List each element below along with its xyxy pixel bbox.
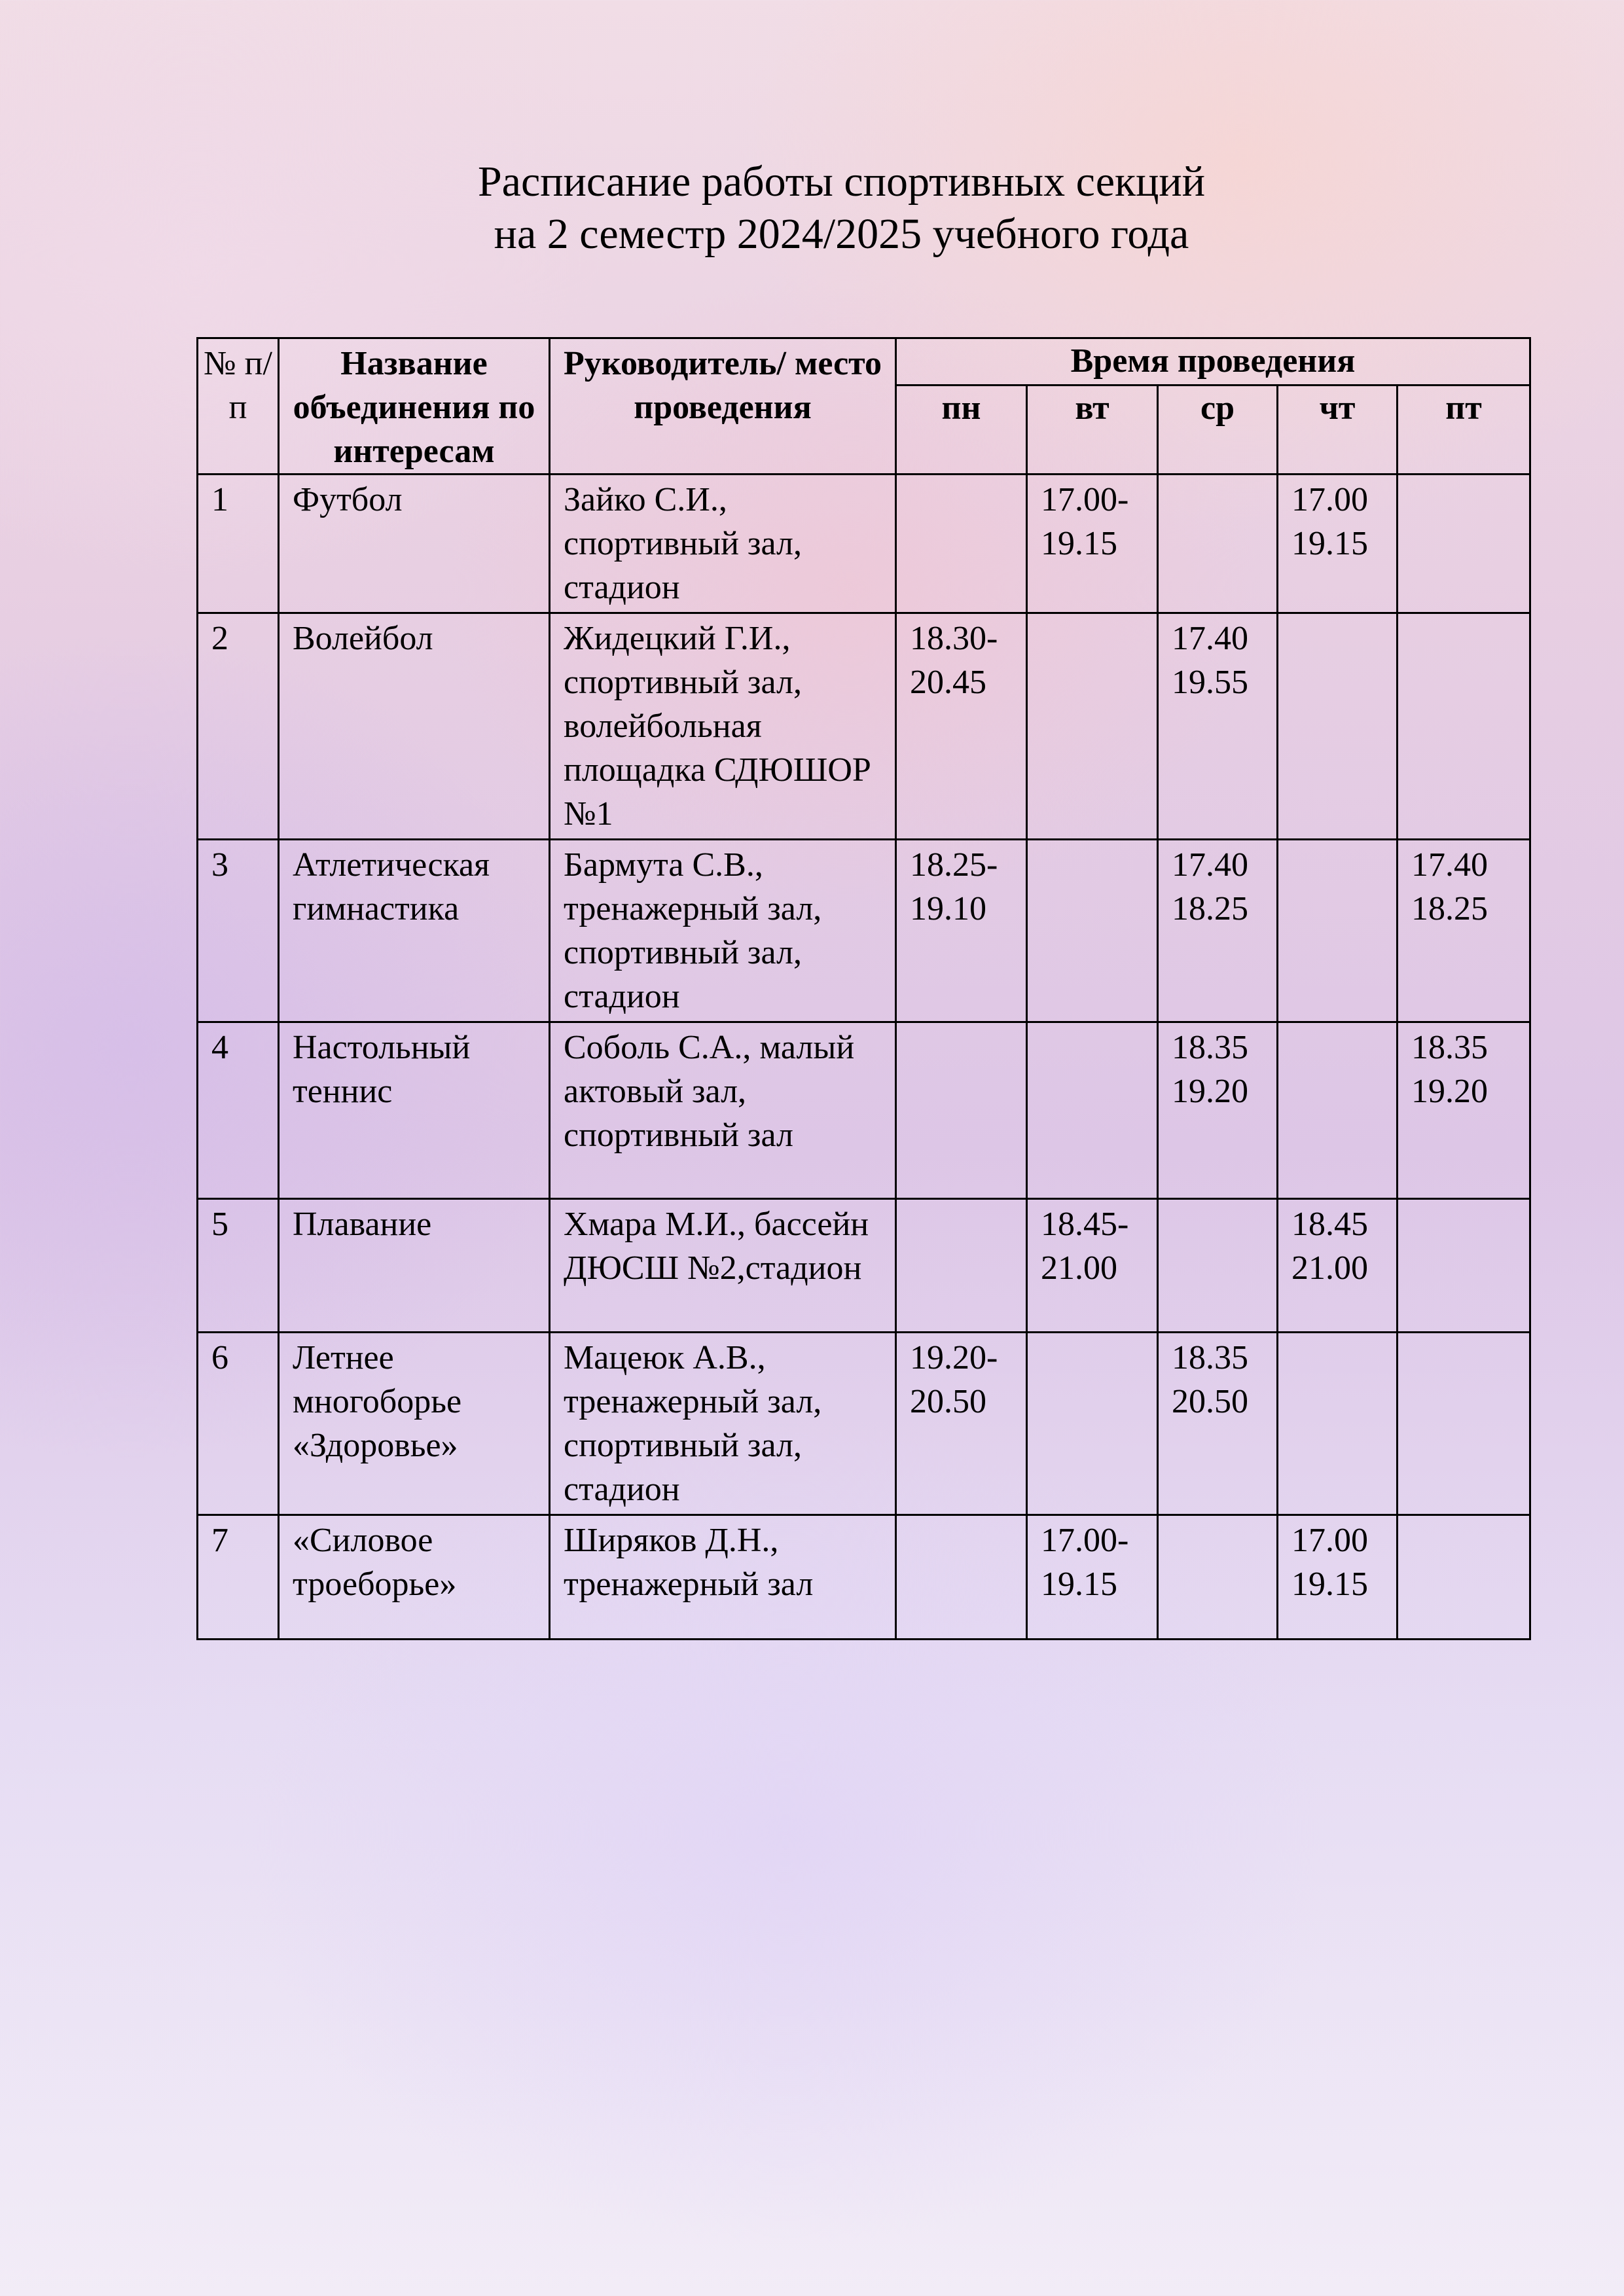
header-num: № п/п <box>198 338 279 475</box>
row-leader: Зайко С.И., спортивный зал, стадион <box>550 475 896 613</box>
row-name: Волейбол <box>279 613 550 840</box>
header-leader: Руководитель/ место проведения <box>550 338 896 475</box>
row-day-thu <box>1278 840 1398 1022</box>
row-day-wed: 17.40 18.25 <box>1158 840 1278 1022</box>
table-row <box>198 613 1530 840</box>
schedule-table <box>196 337 1531 1640</box>
row-name: Настольный теннис <box>279 1022 550 1199</box>
row-leader: Мацеюк А.В., тренажерный зал, спортивный зал, стадион <box>550 1333 896 1515</box>
row-leader: Бармута С.В., тренажерный зал, спортивный зал, стадион <box>550 840 896 1022</box>
title-line-2: на 2 семестр 2024/2025 учебного года <box>494 210 1189 258</box>
table-row <box>198 1333 1530 1515</box>
row-name: Атлетическая гимнастика <box>279 840 550 1022</box>
header-time: Время проведения <box>896 338 1530 386</box>
row-leader: Ширяков Д.Н., тренажерный зал <box>550 1515 896 1640</box>
header-day-mon: пн <box>896 386 1027 475</box>
header-day-wed: ср <box>1158 386 1278 475</box>
row-day-thu <box>1278 613 1398 840</box>
row-name: Плавание <box>279 1199 550 1333</box>
row-day-fri <box>1398 1199 1530 1333</box>
row-day-tue: 17.00-19.15 <box>1027 1515 1158 1640</box>
row-day-fri <box>1398 475 1530 613</box>
row-day-thu <box>1278 1022 1398 1199</box>
row-day-fri <box>1398 1515 1530 1640</box>
header-row-top <box>198 338 1530 386</box>
row-day-wed <box>1158 475 1278 613</box>
row-num: 5 <box>198 1199 279 1333</box>
row-day-wed: 18.35 19.20 <box>1158 1022 1278 1199</box>
row-leader: Жидецкий Г.И., спортивный зал, волейбольная площадка СДЮШОР №1 <box>550 613 896 840</box>
row-day-wed <box>1158 1515 1278 1640</box>
row-day-mon <box>896 1022 1027 1199</box>
row-day-tue <box>1027 1022 1158 1199</box>
row-day-thu: 17.00 19.15 <box>1278 1515 1398 1640</box>
row-day-mon: 19.20-20.50 <box>896 1333 1027 1515</box>
table-row <box>198 1199 1530 1333</box>
row-day-thu: 17.00 19.15 <box>1278 475 1398 613</box>
row-name: Летнее многоборье «Здоровье» <box>279 1333 550 1515</box>
row-leader: Хмара М.И., бассейн ДЮСШ №2,стадион <box>550 1199 896 1333</box>
page-title <box>59 156 1624 260</box>
row-leader: Соболь С.А., малый актовый зал, спортивный зал <box>550 1022 896 1199</box>
row-day-mon <box>896 1515 1027 1640</box>
row-day-fri <box>1398 613 1530 840</box>
row-day-tue: 17.00-19.15 <box>1027 475 1158 613</box>
row-name: Футбол <box>279 475 550 613</box>
row-day-tue <box>1027 1333 1158 1515</box>
row-num: 2 <box>198 613 279 840</box>
row-day-fri <box>1398 1333 1530 1515</box>
table-row <box>198 1022 1530 1199</box>
table-row <box>198 475 1530 613</box>
table-row <box>198 1515 1530 1640</box>
title-line-1: Расписание работы спортивных секций <box>477 158 1206 206</box>
row-num: 7 <box>198 1515 279 1640</box>
row-day-fri: 18.35 19.20 <box>1398 1022 1530 1199</box>
row-num: 6 <box>198 1333 279 1515</box>
row-day-mon <box>896 1199 1027 1333</box>
header-day-thu: чт <box>1278 386 1398 475</box>
row-day-tue <box>1027 613 1158 840</box>
row-day-mon: 18.25-19.10 <box>896 840 1027 1022</box>
row-day-wed: 18.35 20.50 <box>1158 1333 1278 1515</box>
row-name: «Силовое троеборье» <box>279 1515 550 1640</box>
row-num: 1 <box>198 475 279 613</box>
header-name: Название объединения по интересам <box>279 338 550 475</box>
row-day-wed <box>1158 1199 1278 1333</box>
row-day-mon: 18.30-20.45 <box>896 613 1027 840</box>
row-day-thu <box>1278 1333 1398 1515</box>
row-day-thu: 18.45 21.00 <box>1278 1199 1398 1333</box>
row-num: 4 <box>198 1022 279 1199</box>
row-day-wed: 17.40 19.55 <box>1158 613 1278 840</box>
row-day-tue: 18.45-21.00 <box>1027 1199 1158 1333</box>
header-day-tue: вт <box>1027 386 1158 475</box>
table-row <box>198 840 1530 1022</box>
row-day-fri: 17.40 18.25 <box>1398 840 1530 1022</box>
header-day-fri: пт <box>1398 386 1530 475</box>
row-num: 3 <box>198 840 279 1022</box>
row-day-mon <box>896 475 1027 613</box>
row-day-tue <box>1027 840 1158 1022</box>
